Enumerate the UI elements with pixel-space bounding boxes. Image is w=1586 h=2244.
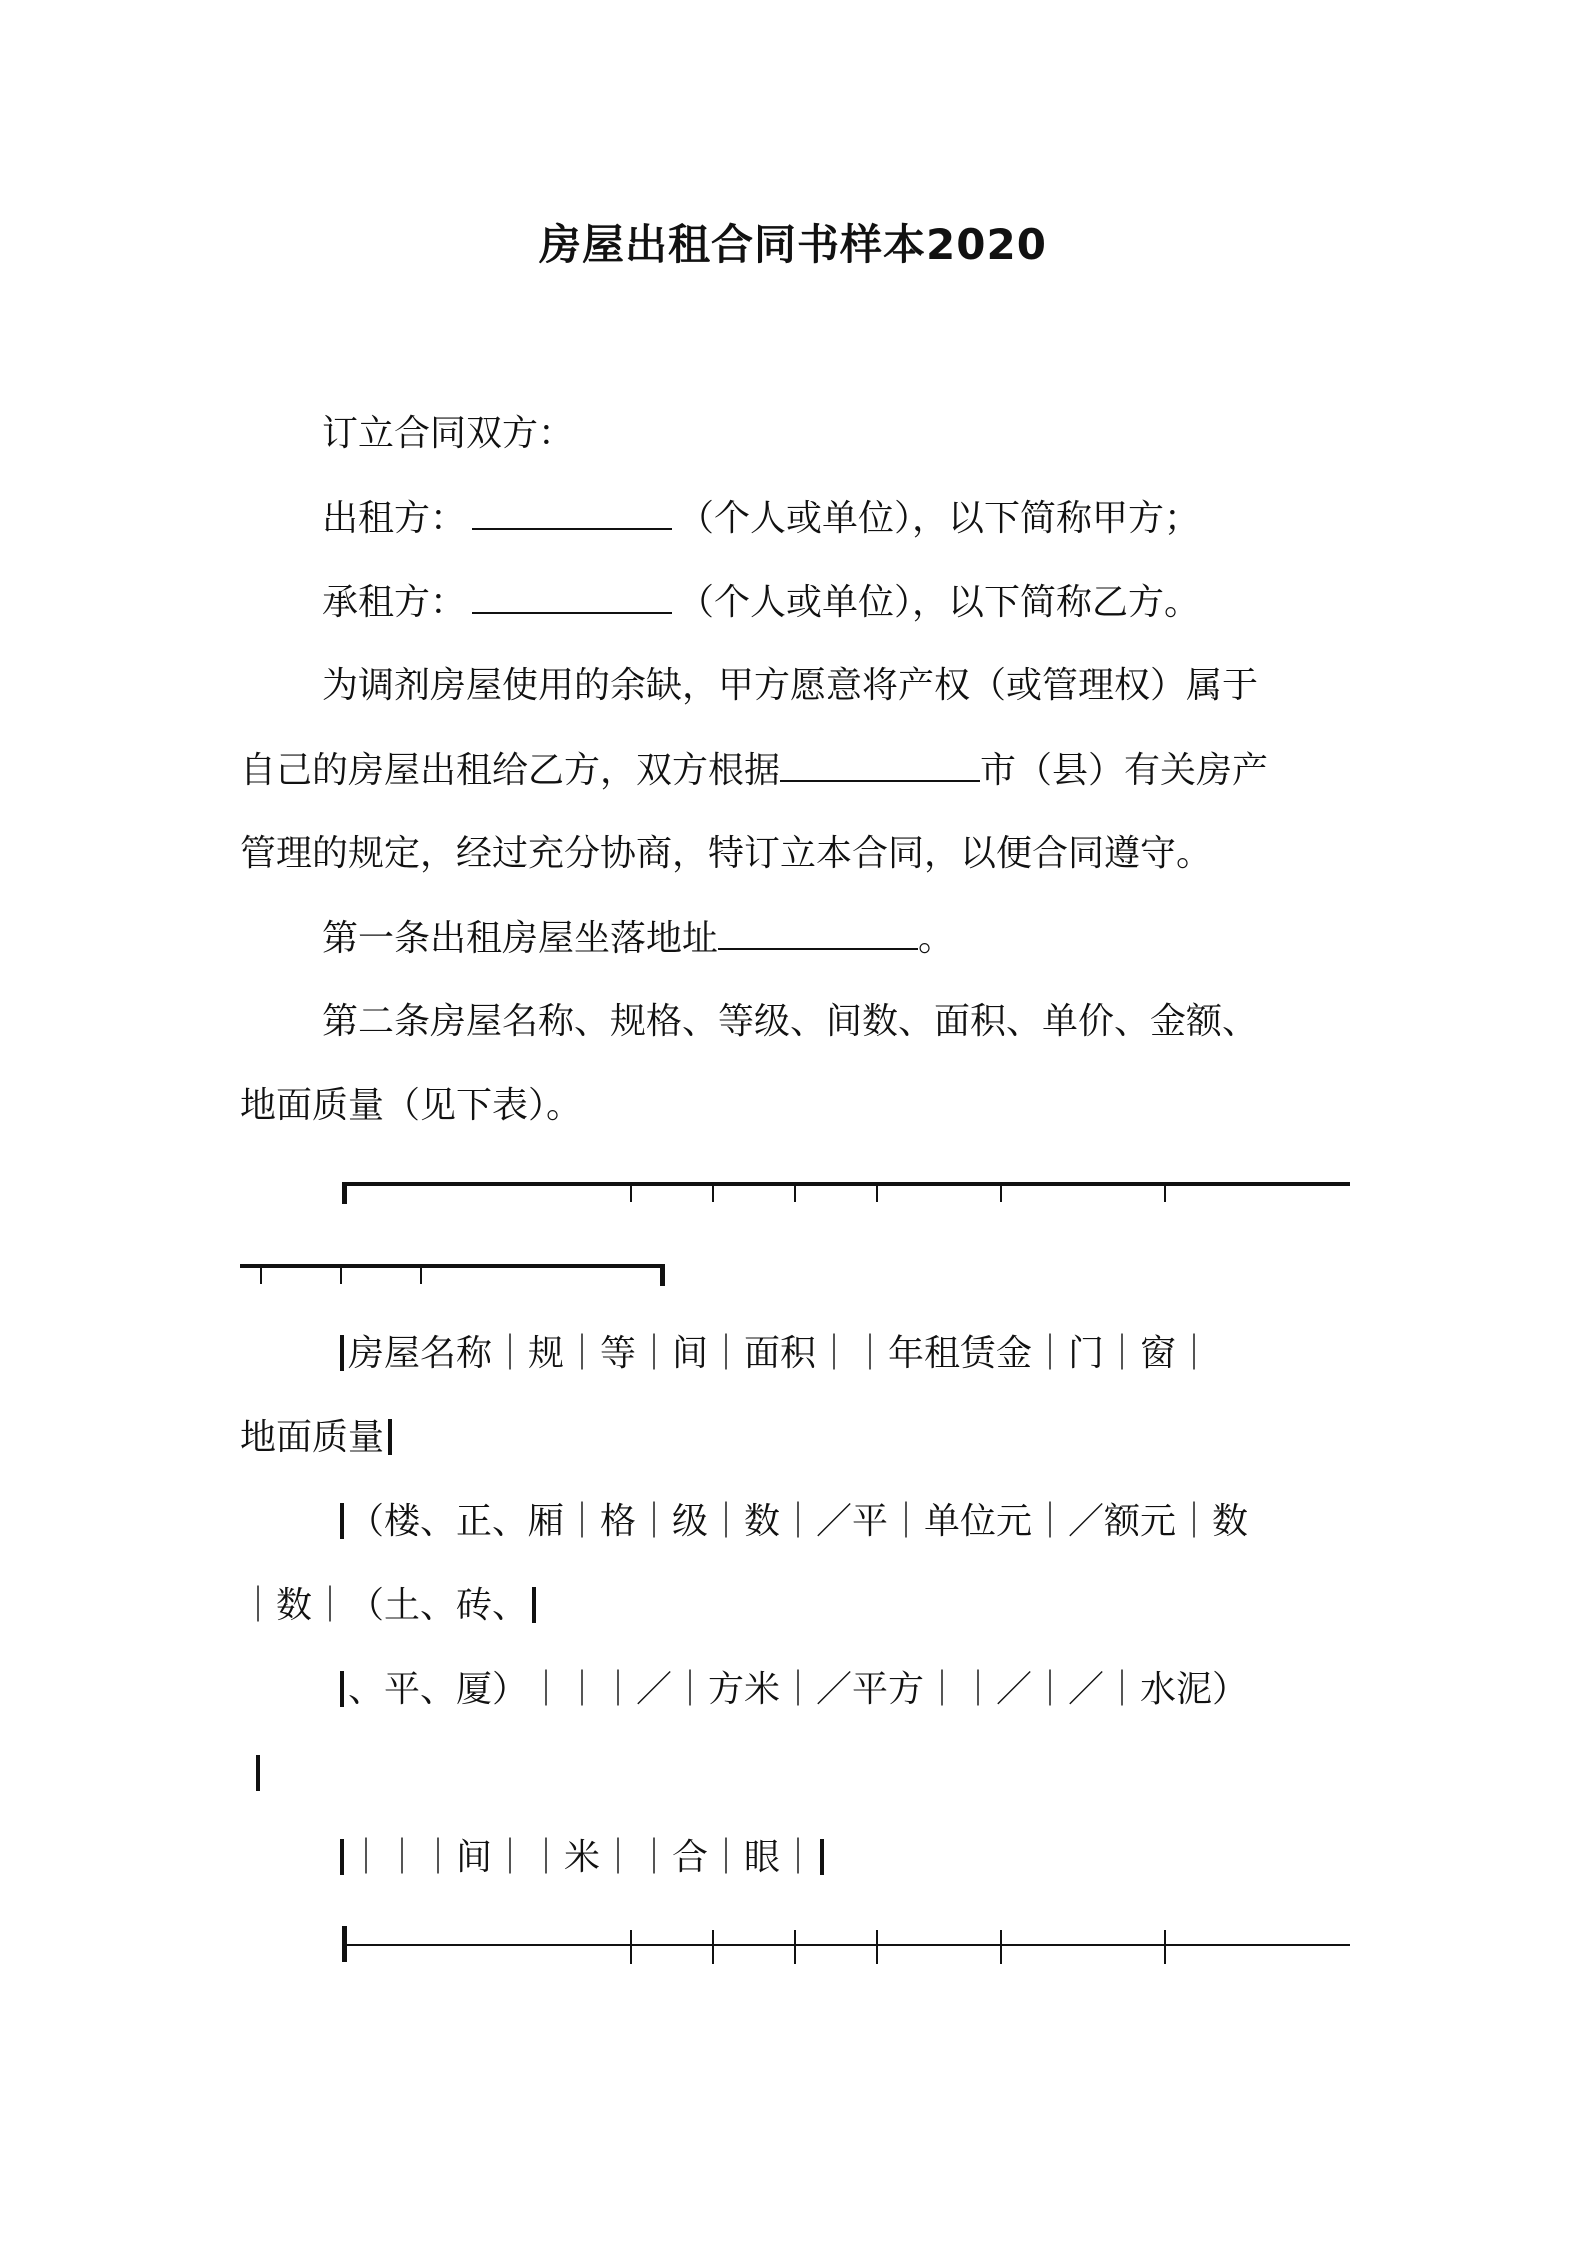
table-bottom-corner [342,1926,347,1962]
table-row-text: 房屋名称｜规｜等｜间｜面积｜｜年租赁金｜门｜窗｜ [348,1333,1213,1374]
table-bar [340,1671,344,1707]
table-row-text: （楼、正、厢｜格｜级｜数｜／平｜单位元｜／额元｜数 [348,1501,1249,1542]
table-row-2a [336,1498,1366,1546]
paragraph-lessor [322,494,1352,543]
table-row-3a [336,1666,1366,1714]
paragraph-lessee [322,578,1352,627]
paragraph-purpose-line2 [240,746,1350,795]
table-bar [340,1503,344,1539]
table-tick [1164,1930,1166,1964]
table-bar [340,1335,344,1371]
table-row-text: 地面质量 [240,1417,385,1458]
lessor-blank [472,494,672,530]
table-tick [630,1930,632,1964]
table-row-1a [336,1330,1366,1378]
table-row-4a [336,1834,1366,1882]
table-bar [820,1839,824,1875]
table-tick [712,1186,714,1202]
table-tick [876,1930,878,1964]
paragraph-purpose-line3: 管理的规定，经过充分协商，特订立本合同，以便合同遵守。 [240,833,1213,874]
table-tick [630,1186,632,1202]
table-bar [532,1587,536,1623]
table-tick [876,1186,878,1202]
paragraph-purpose-line1: 为调剂房屋使用的余缺，甲方愿意将产权（或管理权）属于 [322,665,1259,706]
paragraph-parties: 订立合同双方： [322,413,575,454]
table-row-3b [252,1750,1362,1798]
lessor-label: 出租方： [322,498,467,539]
article-two-line2: 地面质量（见下表）。 [240,1085,583,1126]
table-tick [340,1268,342,1284]
table-tick [712,1930,714,1964]
lessee-label: 承租方： [322,582,467,623]
table-tick [260,1268,262,1284]
table-row-text: 、平、厦）｜｜｜／｜方米｜／平方｜｜／｜／｜水泥） [348,1669,1249,1710]
table-tick [794,1186,796,1202]
article-one-text: 第一条出租房屋坐落地址 [322,918,719,959]
purpose-suffix: 市（县）有关房产 [980,750,1269,791]
lessee-suffix: （个人或单位），以下简称乙方。 [678,582,1201,623]
table-bottom-border [342,1944,1350,1946]
table-wrap-border [240,1264,664,1268]
table-top-corner [342,1182,347,1204]
table-tick [1164,1186,1166,1202]
table-bar [340,1839,344,1875]
lessee-blank [472,578,672,614]
document-title: 房屋出租合同书样本2020 [539,220,1047,269]
table-row-text: ｜数｜（土、砖、 [240,1585,529,1626]
article-one [322,914,1352,963]
table-row-text: ｜｜｜间｜｜米｜｜合｜眼｜ [348,1837,817,1878]
article-two-line1: 第二条房屋名称、规格、等级、间数、面积、单价、金额、 [322,1001,1259,1042]
lessor-suffix: （个人或单位），以下简称甲方； [678,498,1201,539]
table-tick [794,1930,796,1964]
table-tick [1000,1186,1002,1202]
table-tick [420,1268,422,1284]
table-wrap-corner [660,1264,665,1286]
table-bar [256,1755,260,1791]
table-row-2b [240,1582,1350,1630]
city-blank [780,746,980,782]
table-tick [1000,1930,1002,1964]
table-row-1b [240,1414,1350,1462]
article-one-end: 。 [918,918,955,959]
address-blank [718,914,918,950]
table-bar [388,1419,392,1455]
table-top-border [342,1182,1350,1186]
purpose-prefix: 自己的房屋出租给乙方，双方根据 [240,750,781,791]
